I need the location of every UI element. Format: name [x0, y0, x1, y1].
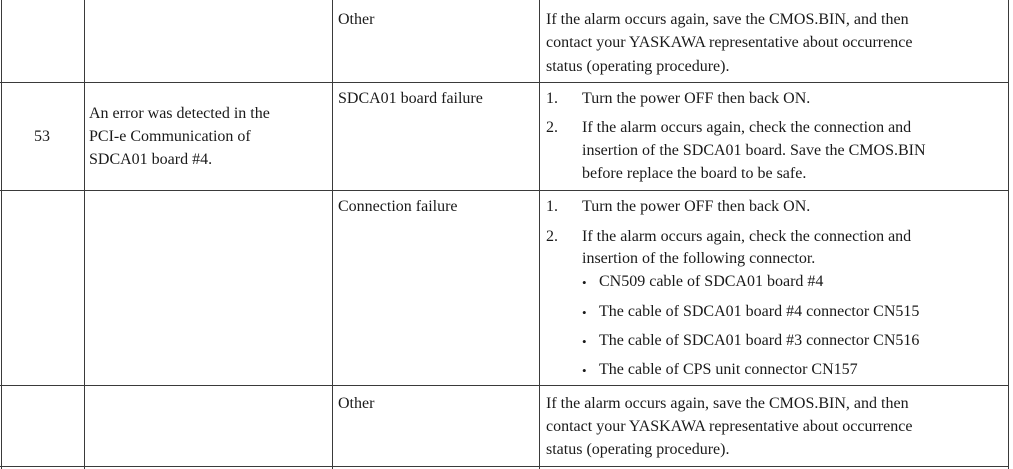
remedy-text-line: contact your YASKAWA representative about occurrence: [546, 418, 913, 435]
step-text-line: insertion of the following connector.: [582, 250, 816, 267]
step-number: 2.: [546, 228, 558, 245]
remedy-text-line: status (operating procedure).: [546, 58, 730, 75]
connector-list-item: The cable of SDCA01 board #3 connector CN516: [599, 332, 920, 349]
row-divider: [0, 466, 1009, 467]
cause-cell: SDCA01 board failure: [338, 90, 483, 107]
step-text-line: before replace the board to be safe.: [582, 165, 807, 182]
description-line: PCI-e Communication of: [89, 128, 251, 145]
step-text-line: Turn the power OFF then back ON.: [582, 198, 811, 215]
bullet-icon: •: [582, 275, 587, 290]
description-line: SDCA01 board #4.: [89, 151, 213, 168]
alarm-number: 53: [34, 128, 50, 145]
step-text-line: If the alarm occurs again, check the connection and: [582, 119, 912, 136]
connector-list-item: The cable of SDCA01 board #4 connector CN515: [599, 303, 920, 320]
bullet-icon: •: [582, 305, 587, 320]
remedy-text-line: status (operating procedure).: [546, 441, 730, 458]
step-text-line: insertion of the SDCA01 board. Save the CMOS.BIN: [582, 142, 926, 159]
column-divider: [332, 0, 333, 469]
bullet-icon: •: [582, 363, 587, 378]
row-divider: [0, 190, 1009, 191]
row-divider: [0, 385, 1009, 386]
step-number: 2.: [546, 119, 558, 136]
step-number: 1.: [546, 90, 558, 107]
step-number: 1.: [546, 198, 558, 215]
remedy-text-line: If the alarm occurs again, save the CMOS.BIN, and then: [546, 11, 909, 28]
remedy-text-line: If the alarm occurs again, save the CMOS.BIN, and then: [546, 395, 909, 412]
column-divider: [539, 0, 540, 469]
cause-cell: Other: [338, 11, 375, 28]
row-divider: [0, 82, 1009, 83]
step-text-line: If the alarm occurs again, check the connection and: [582, 228, 912, 245]
remedy-text-line: contact your YASKAWA representative about occurrence: [546, 34, 913, 51]
step-text-line: Turn the power OFF then back ON.: [582, 90, 811, 107]
column-divider: [1, 0, 2, 469]
description-line: An error was detected in the: [89, 105, 270, 122]
connector-list-item: The cable of CPS unit connector CN157: [599, 361, 858, 378]
cause-cell: Other: [338, 395, 375, 412]
bullet-icon: •: [582, 334, 587, 349]
column-divider: [1008, 0, 1009, 469]
column-divider: [84, 0, 85, 469]
cause-cell: Connection failure: [338, 198, 458, 215]
connector-list-item: CN509 cable of SDCA01 board #4: [599, 273, 824, 290]
